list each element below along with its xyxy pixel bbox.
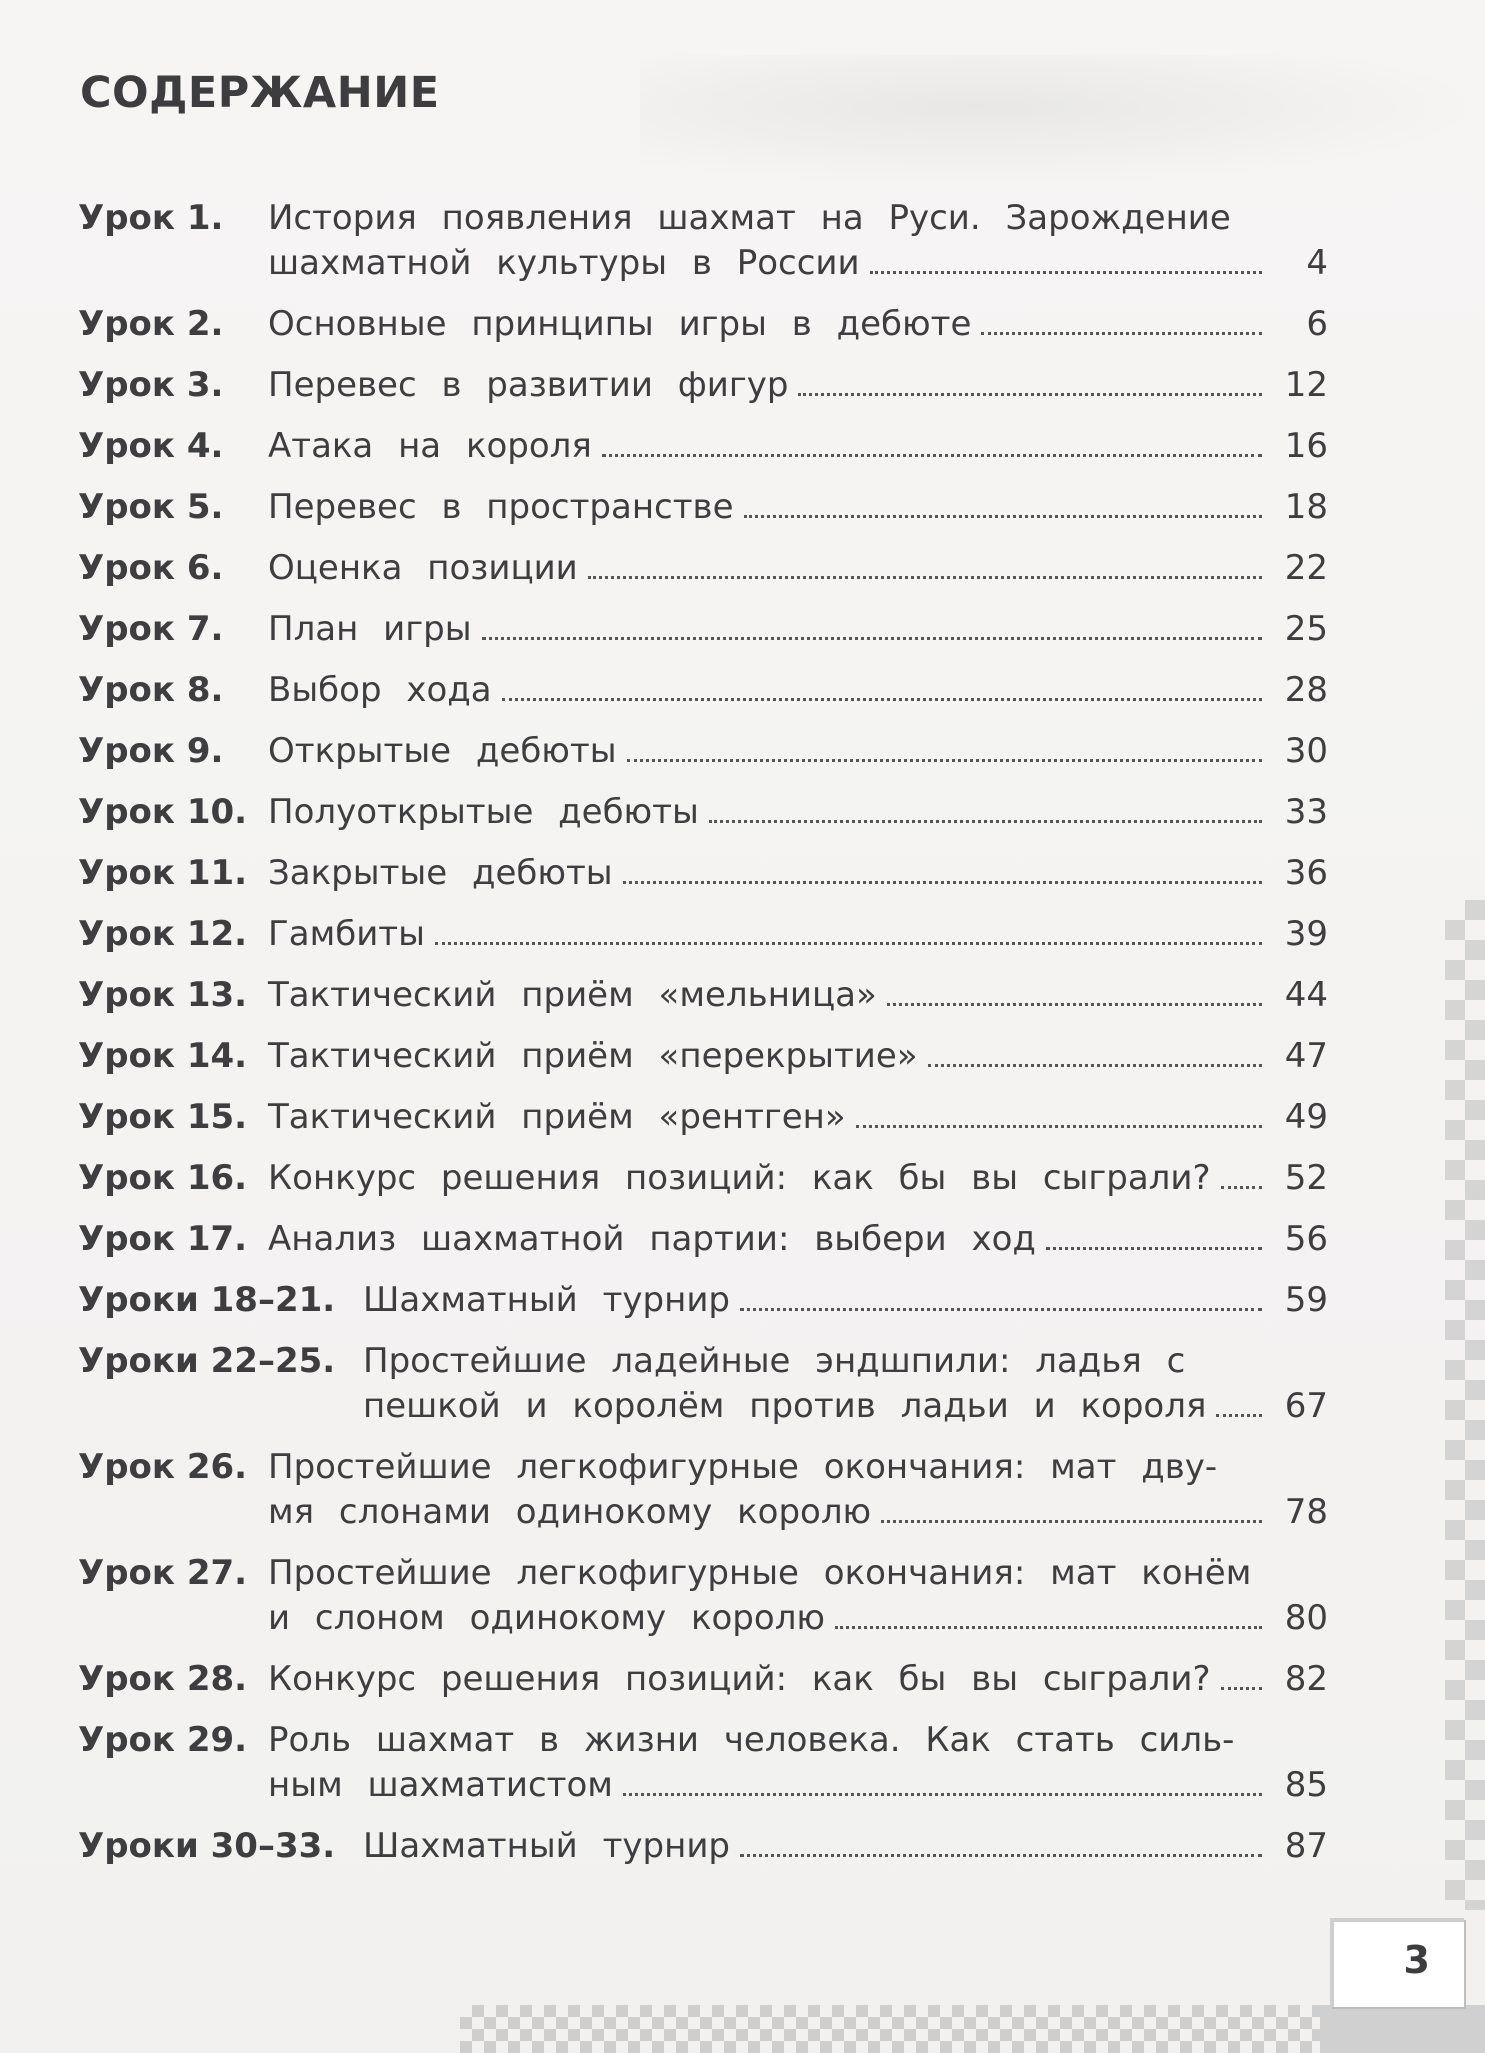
toc-entry-title-line: Оценка позиции xyxy=(268,548,578,588)
toc-entry-title xyxy=(268,485,1268,530)
toc-entry-title-line: Простейшие легкофигурные окончания: мат конём xyxy=(268,1553,1252,1593)
toc-entry-title-line: Конкурс решения позиций: как бы вы сыграли? xyxy=(268,1659,1211,1699)
toc-entry-page-number: 6 xyxy=(1306,304,1328,344)
toc-entry-title xyxy=(363,1824,1268,1869)
toc-entry-title-line: Перевес в пространстве xyxy=(268,487,734,527)
toc-entry-title-last-line xyxy=(268,424,1268,469)
checker-pattern-right xyxy=(1445,900,1485,1910)
toc-entry-title-last-line xyxy=(363,1384,1268,1429)
dot-leader xyxy=(482,607,1262,640)
toc-entry[interactable] xyxy=(78,1445,1328,1535)
dot-leader xyxy=(928,1034,1262,1067)
toc-entry-page-number: 44 xyxy=(1284,975,1328,1015)
toc-entry-label: Урок 13. xyxy=(78,975,248,1015)
toc-entry-page-number: 22 xyxy=(1284,548,1328,588)
toc-entry-page-number: 12 xyxy=(1284,365,1328,405)
toc-entry[interactable] xyxy=(78,363,1328,408)
toc-entry-title-last-line xyxy=(268,1156,1268,1201)
toc-entry-title-last-line xyxy=(268,1034,1268,1079)
toc-entry-page-number: 30 xyxy=(1284,731,1328,771)
toc-entry-title xyxy=(268,973,1268,1018)
toc-entry-title-last-line xyxy=(268,302,1268,347)
toc-entry-title-last-line xyxy=(363,1278,1268,1323)
dot-leader xyxy=(627,729,1262,762)
toc-entry-title-line: План игры xyxy=(268,609,472,649)
toc-entry[interactable] xyxy=(78,912,1328,957)
toc-entry-title-last-line xyxy=(268,851,1268,896)
page-number: 3 xyxy=(1403,1938,1430,1982)
dot-leader xyxy=(856,1095,1262,1128)
toc-entry[interactable] xyxy=(78,196,1328,286)
dot-leader xyxy=(1221,1657,1262,1690)
toc-entry-title-line: Тактический приём «перекрытие» xyxy=(268,1036,918,1076)
toc-entry-title-last-line xyxy=(268,1657,1268,1702)
toc-entry-title-line: Закрытые дебюты xyxy=(268,853,613,893)
toc-entry-title-line: мя слонами одинокому королю xyxy=(268,1492,872,1532)
toc-entry-label: Урок 27. xyxy=(78,1553,248,1593)
toc-entry-page-number: 52 xyxy=(1284,1158,1328,1198)
toc-entry-title-line: Открытые дебюты xyxy=(268,731,617,771)
toc-entry-label: Урок 4. xyxy=(78,426,224,466)
toc-entry-page-number: 78 xyxy=(1284,1492,1328,1532)
toc-entry-title xyxy=(268,363,1268,408)
toc-entry-label: Уроки 18–21. xyxy=(78,1280,336,1320)
toc-entry[interactable] xyxy=(78,424,1328,469)
bottom-corner-band xyxy=(1320,2005,1485,2053)
toc-entry-page-number: 25 xyxy=(1284,609,1328,649)
toc-entry-title xyxy=(268,424,1268,469)
toc-entry-title-line: Простейшие легкофигурные окончания: мат дву- xyxy=(268,1447,1218,1487)
toc-entry-title xyxy=(268,851,1268,896)
bleed-through-shadow xyxy=(640,55,1485,185)
toc-entry-title-line: Полуоткрытые дебюты xyxy=(268,792,699,832)
dot-leader xyxy=(798,363,1262,396)
toc-entry[interactable] xyxy=(78,1034,1328,1079)
toc-entry-title xyxy=(268,729,1268,774)
toc-entry-label: Урок 15. xyxy=(78,1097,248,1137)
dot-leader xyxy=(1216,1384,1262,1417)
dot-leader xyxy=(623,1763,1262,1796)
page-title: СОДЕРЖАНИЕ xyxy=(80,68,440,118)
toc-entry-title-line: и слоном одинокому королю xyxy=(268,1598,826,1638)
toc-entry-page-number: 82 xyxy=(1284,1659,1328,1699)
toc-entry-title-last-line xyxy=(268,1490,1268,1535)
toc-entry-title-last-line xyxy=(268,1596,1268,1641)
toc-entry[interactable] xyxy=(78,1278,1328,1323)
toc-entry-title-line: ным шахматистом xyxy=(268,1765,613,1805)
toc-entry-label: Урок 29. xyxy=(78,1720,248,1760)
toc-entry-title-last-line xyxy=(268,607,1268,652)
toc-entry-title-line: Шахматный турнир xyxy=(363,1280,730,1320)
dot-leader xyxy=(835,1596,1262,1629)
toc-entry[interactable] xyxy=(78,302,1328,347)
toc-entry-page-number: 80 xyxy=(1284,1598,1328,1638)
dot-leader xyxy=(709,790,1262,823)
dot-leader xyxy=(623,851,1262,884)
toc-entry-page-number: 67 xyxy=(1284,1386,1328,1426)
dot-leader xyxy=(740,1824,1262,1857)
dot-leader xyxy=(502,668,1262,701)
toc-entry-title xyxy=(268,1657,1268,1702)
dot-leader xyxy=(435,912,1262,945)
toc-entry-title-last-line xyxy=(268,1095,1268,1140)
toc-entry[interactable] xyxy=(78,668,1328,713)
toc-entry[interactable] xyxy=(78,1551,1328,1641)
toc-entry-title-last-line xyxy=(268,241,1268,286)
toc-entry-title xyxy=(268,196,1268,286)
toc-entry[interactable] xyxy=(78,1824,1328,1869)
toc-entry-page-number: 49 xyxy=(1284,1097,1328,1137)
toc-entry-title-line: Шахматный турнир xyxy=(363,1826,730,1866)
toc-entry-title-line: Конкурс решения позиций: как бы вы сыграли? xyxy=(268,1158,1211,1198)
toc-entry-title xyxy=(268,912,1268,957)
toc-entry-title xyxy=(268,546,1268,591)
toc-entry-label: Урок 12. xyxy=(78,914,248,954)
toc-entry-title xyxy=(268,1156,1268,1201)
toc-entry-title xyxy=(268,668,1268,713)
dot-leader xyxy=(1046,1217,1262,1250)
dot-leader xyxy=(602,424,1262,457)
toc-entry[interactable] xyxy=(78,1339,1328,1429)
toc-entry-label: Урок 8. xyxy=(78,670,224,710)
toc-entry-page-number: 16 xyxy=(1284,426,1328,466)
toc-entry-page-number: 47 xyxy=(1284,1036,1328,1076)
toc-entry-label: Урок 5. xyxy=(78,487,224,527)
toc-entry-title-line: Основные принципы игры в дебюте xyxy=(268,304,972,344)
toc-entry-page-number: 56 xyxy=(1284,1219,1328,1259)
toc-entry-title xyxy=(268,607,1268,652)
toc-entry[interactable] xyxy=(78,1657,1328,1702)
toc-entry-page-number: 87 xyxy=(1284,1826,1328,1866)
toc-entry-title-last-line xyxy=(268,790,1268,835)
toc-entry-page-number: 18 xyxy=(1284,487,1328,527)
toc-entry[interactable] xyxy=(78,546,1328,591)
toc-entry-label: Урок 1. xyxy=(78,198,224,238)
toc-entry-page-number: 33 xyxy=(1284,792,1328,832)
dot-leader xyxy=(744,485,1262,518)
toc-entry-title xyxy=(268,1217,1268,1262)
toc-entry[interactable] xyxy=(78,851,1328,896)
toc-entry-label: Урок 28. xyxy=(78,1659,248,1699)
toc-entry-title xyxy=(268,1095,1268,1140)
table-of-contents xyxy=(78,196,1328,1885)
toc-entry-title-last-line xyxy=(268,546,1268,591)
page-number-box xyxy=(1330,1918,1464,2007)
toc-entry-label: Урок 3. xyxy=(78,365,224,405)
toc-entry-title-last-line xyxy=(363,1824,1268,1869)
toc-entry-title xyxy=(363,1339,1268,1429)
toc-entry-label: Уроки 22–25. xyxy=(78,1341,336,1381)
toc-entry[interactable] xyxy=(78,1095,1328,1140)
toc-entry-title-line: Гамбиты xyxy=(268,914,425,954)
toc-entry-label: Урок 11. xyxy=(78,853,248,893)
toc-entry-title xyxy=(363,1278,1268,1323)
toc-entry-label: Урок 6. xyxy=(78,548,224,588)
toc-entry-title-line: шахматной культуры в России xyxy=(268,243,860,283)
dot-leader xyxy=(740,1278,1262,1311)
toc-entry-title-line: Выбор хода xyxy=(268,670,492,710)
toc-entry-page-number: 59 xyxy=(1284,1280,1328,1320)
toc-entry[interactable] xyxy=(78,1718,1328,1808)
toc-entry[interactable] xyxy=(78,485,1328,530)
toc-entry-title-last-line xyxy=(268,1763,1268,1808)
toc-entry-title-line: Анализ шахматной партии: выбери ход xyxy=(268,1219,1036,1259)
toc-entry-page-number: 85 xyxy=(1284,1765,1328,1805)
toc-entry-title xyxy=(268,1445,1268,1535)
toc-entry-title-line: пешкой и королём против ладьи и короля xyxy=(363,1386,1207,1426)
toc-entry-title xyxy=(268,302,1268,347)
toc-entry[interactable] xyxy=(78,973,1328,1018)
toc-entry[interactable] xyxy=(78,790,1328,835)
toc-entry-title-line: История появления шахмат на Руси. Зарождение xyxy=(268,198,1231,238)
toc-entry-page-number: 36 xyxy=(1284,853,1328,893)
toc-entry-label: Урок 14. xyxy=(78,1036,248,1076)
toc-entry-page-number: 4 xyxy=(1306,243,1328,283)
toc-entry[interactable] xyxy=(78,1217,1328,1262)
toc-entry-title xyxy=(268,1718,1268,1808)
toc-entry[interactable] xyxy=(78,729,1328,774)
dot-leader xyxy=(588,546,1262,579)
toc-entry-title-line: Атака на короля xyxy=(268,426,592,466)
toc-entry-title-last-line xyxy=(268,912,1268,957)
toc-entry[interactable] xyxy=(78,607,1328,652)
toc-entry-label: Уроки 30–33. xyxy=(78,1826,336,1866)
toc-entry-page-number: 39 xyxy=(1284,914,1328,954)
toc-entry-label: Урок 10. xyxy=(78,792,248,832)
toc-entry-title xyxy=(268,1551,1268,1641)
toc-entry-label: Урок 17. xyxy=(78,1219,248,1259)
toc-entry-title-last-line xyxy=(268,973,1268,1018)
toc-entry-title-last-line xyxy=(268,363,1268,408)
dot-leader xyxy=(887,973,1262,1006)
toc-entry-label: Урок 9. xyxy=(78,731,224,771)
dot-leader xyxy=(1221,1156,1262,1189)
toc-entry-title-line: Простейшие ладейные эндшпили: ладья с xyxy=(363,1341,1186,1381)
toc-entry-label: Урок 26. xyxy=(78,1447,248,1487)
toc-entry-title xyxy=(268,1034,1268,1079)
toc-entry-title-last-line xyxy=(268,668,1268,713)
toc-entry-label: Урок 2. xyxy=(78,304,224,344)
toc-entry-label: Урок 7. xyxy=(78,609,224,649)
toc-entry-title-line: Роль шахмат в жизни человека. Как стать силь- xyxy=(268,1720,1235,1760)
toc-entry-title-line: Тактический приём «рентген» xyxy=(268,1097,846,1137)
toc-entry-title-last-line xyxy=(268,729,1268,774)
dot-leader xyxy=(870,241,1262,274)
dot-leader xyxy=(981,302,1262,335)
toc-entry-page-number: 28 xyxy=(1284,670,1328,710)
toc-entry-title-last-line xyxy=(268,485,1268,530)
toc-entry-title-line: Перевес в развитии фигур xyxy=(268,365,789,405)
toc-entry-title-line: Тактический приём «мельница» xyxy=(268,975,877,1015)
toc-entry-title xyxy=(268,790,1268,835)
checker-pattern-bottom xyxy=(460,2005,1320,2053)
toc-entry-label: Урок 16. xyxy=(78,1158,248,1198)
dot-leader xyxy=(881,1490,1262,1523)
toc-entry[interactable] xyxy=(78,1156,1328,1201)
toc-entry-title-last-line xyxy=(268,1217,1268,1262)
